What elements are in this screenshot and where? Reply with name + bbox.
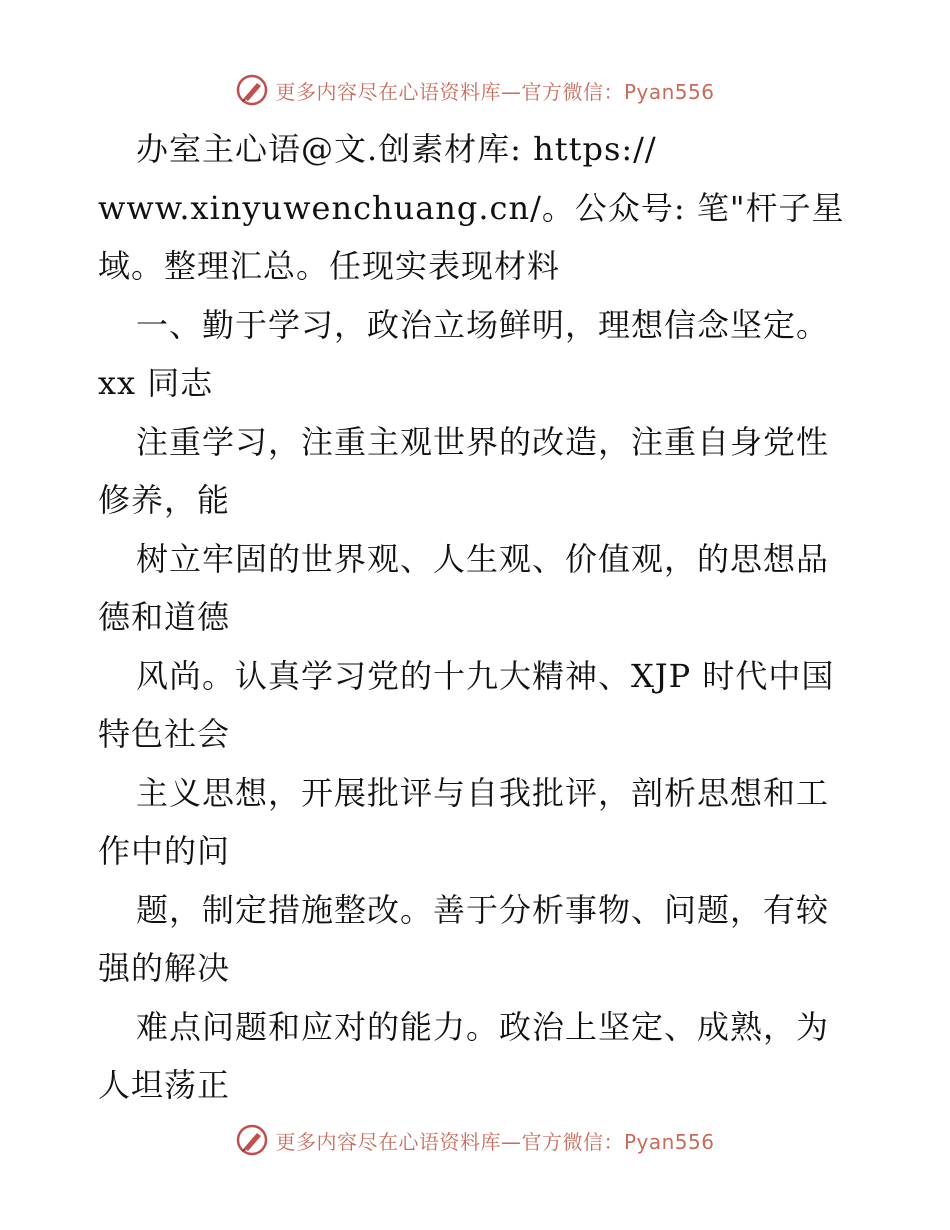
text-line: 题，制定措施整改。善于分析事物、问题，有较 bbox=[136, 890, 830, 929]
document-body bbox=[98, 120, 858, 1115]
text-line: 树立牢固的世界观、人生观、价值观，的思想品 bbox=[136, 539, 830, 578]
header-banner-text: 更多内容尽在心语资料库—官方微信：Pyan556 bbox=[275, 79, 715, 104]
footer-banner-text: 更多内容尽在心语资料库—官方微信：Pyan556 bbox=[275, 1129, 715, 1154]
text-line: 域。整理汇总。任现实表现材料 bbox=[98, 247, 561, 285]
pen-logo-icon bbox=[235, 73, 269, 107]
text-line: 强的解决 bbox=[98, 949, 231, 987]
pen-logo-icon bbox=[235, 1123, 269, 1157]
text-line: www.xinyuwenchuang.cn/。公众号: 笔"杆子星 bbox=[98, 188, 845, 227]
text-line: 德和道德 bbox=[98, 598, 231, 636]
text-line: 作中的问 bbox=[98, 832, 231, 870]
footer-banner bbox=[0, 1120, 950, 1160]
text-line: 人坦荡正 bbox=[98, 1066, 231, 1104]
text-line: 主义思想，开展批评与自我批评，剖析思想和工 bbox=[136, 773, 830, 812]
text-line: 难点问题和应对的能力。政治上坚定、成熟，为 bbox=[136, 1007, 830, 1046]
header-banner bbox=[0, 70, 950, 110]
text-line: xx 同志 bbox=[98, 364, 214, 402]
text-line: 注重学习，注重主观世界的改造，注重自身党性 bbox=[136, 422, 830, 461]
text-line: 特色社会 bbox=[98, 715, 231, 753]
text-line: 办室主心语@文.创素材库: https:// bbox=[136, 130, 657, 168]
text-line: 修养，能 bbox=[98, 481, 231, 519]
text-line: 风尚。认真学习党的十九大精神、XJP 时代中国 bbox=[136, 656, 835, 695]
text-line: 一、勤于学习，政治立场鲜明，理想信念坚定。 bbox=[136, 305, 830, 344]
